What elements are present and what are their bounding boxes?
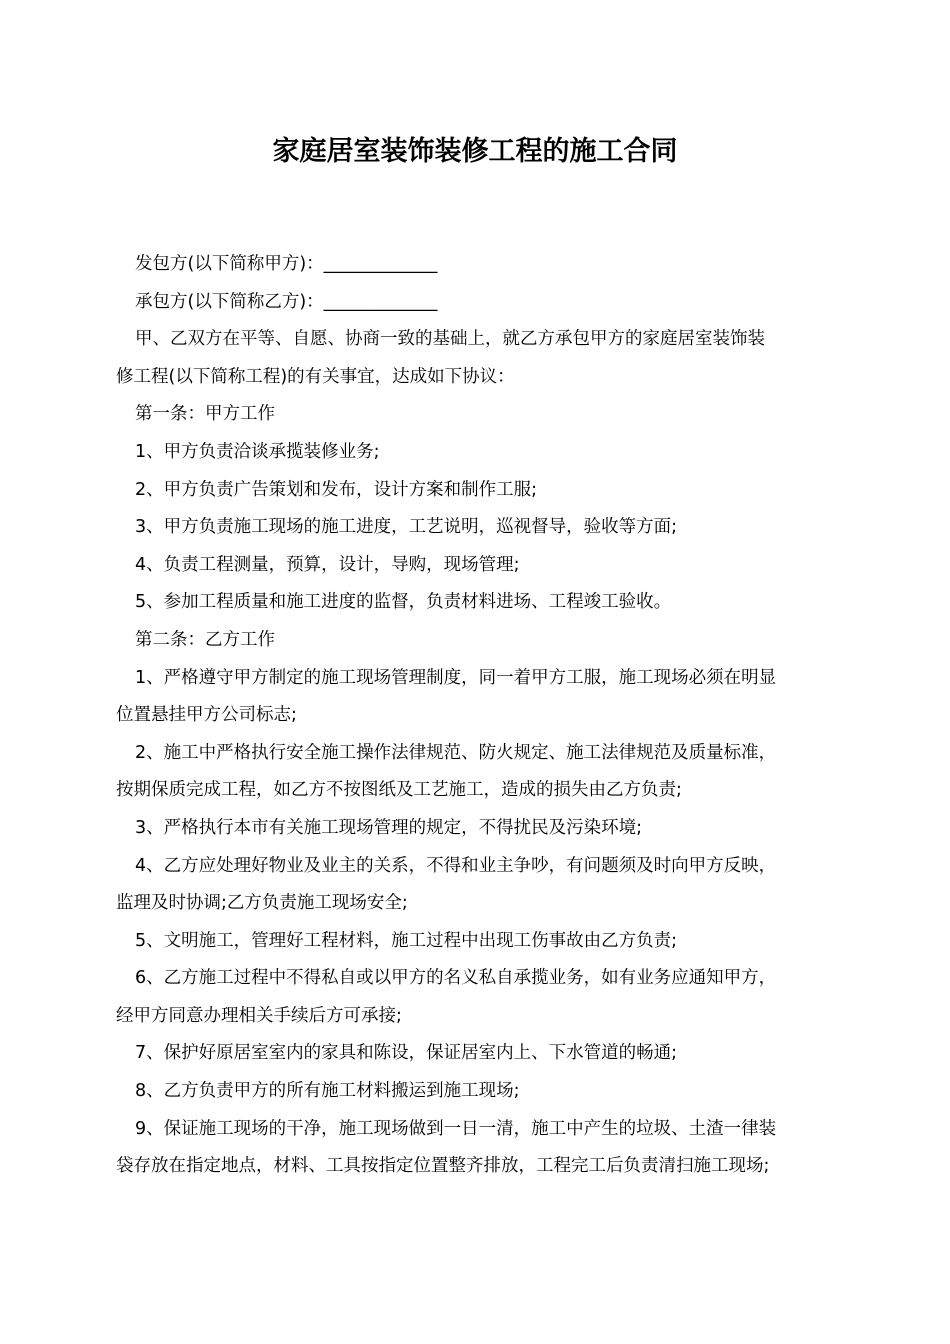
text-line: 3、严格执行本市有关施工现场管理的规定，不得扰民及污染环境; [135,817,643,838]
text-line: 经甲方同意办理相关手续后方可承接; [116,1005,402,1026]
text-line: 监理及时协调;乙方负责施工现场安全; [116,893,408,914]
text-line: 5、参加工程质量和施工进度的监督，负责材料进场、工程竣工验收。 [135,592,672,613]
text-line: 发包方(以下简称甲方)：_____________ [135,254,438,274]
text-line: 1、严格遵守甲方制定的施工现场管理制度，同一着甲方工服，施工现场必须在明显 [135,667,777,688]
text-line: 第一条：甲方工作 [135,404,275,425]
text-line: 1、甲方负责洽谈承揽装修业务; [135,441,380,462]
text-line: 2、施工中严格执行安全施工操作法律规范、防火规定、施工法律规范及质量标准， [135,742,777,763]
text-line: 2、甲方负责广告策划和发布，设计方案和制作工服; [135,479,538,500]
text-line: 修工程(以下简称工程)的有关事宜，达成如下协议： [116,366,515,387]
text-line: 袋存放在指定地点，材料、工具按指定位置整齐排放，工程完工后负责清扫施工现场; [116,1156,770,1177]
text-line: 6、乙方施工过程中不得私自或以甲方的名义私自承揽业务，如有业务应通知甲方， [135,968,777,989]
text-line: 7、保护好原居室室内的家具和陈设，保证居室内上、下水管道的畅通; [135,1043,678,1064]
document-title: 家庭居室装饰装修工程的施工合同 [272,136,678,167]
text-line: 第二条：乙方工作 [135,629,275,650]
text-line: 5、文明施工，管理好工程材料，施工过程中出现工伤事故由乙方负责; [135,930,678,951]
text-line: 甲、乙双方在平等、自愿、协商一致的基础上，就乙方承包甲方的家庭居室装饰装 [135,329,765,350]
text-line: 位置悬挂甲方公司标志; [116,705,297,726]
text-line: 承包方(以下简称乙方)：_____________ [135,291,438,312]
text-line: 9、保证施工现场的干净，施工现场做到一日一清，施工中产生的垃圾、土渣一律装 [135,1118,777,1139]
text-line: 4、负责工程测量，预算，设计，导购，现场管理; [135,554,520,575]
document-body [116,246,836,1186]
text-line: 8、乙方负责甲方的所有施工材料搬运到施工现场; [135,1081,520,1102]
text-line: 按期保质完成工程，如乙方不按图纸及工艺施工，造成的损失由乙方负责; [116,780,682,801]
text-line: 4、乙方应处理好物业及业主的关系，不得和业主争吵，有问题须及时向甲方反映， [135,855,777,876]
text-line: 3、甲方负责施工现场的施工进度，工艺说明，巡视督导，验收等方面; [135,517,678,538]
